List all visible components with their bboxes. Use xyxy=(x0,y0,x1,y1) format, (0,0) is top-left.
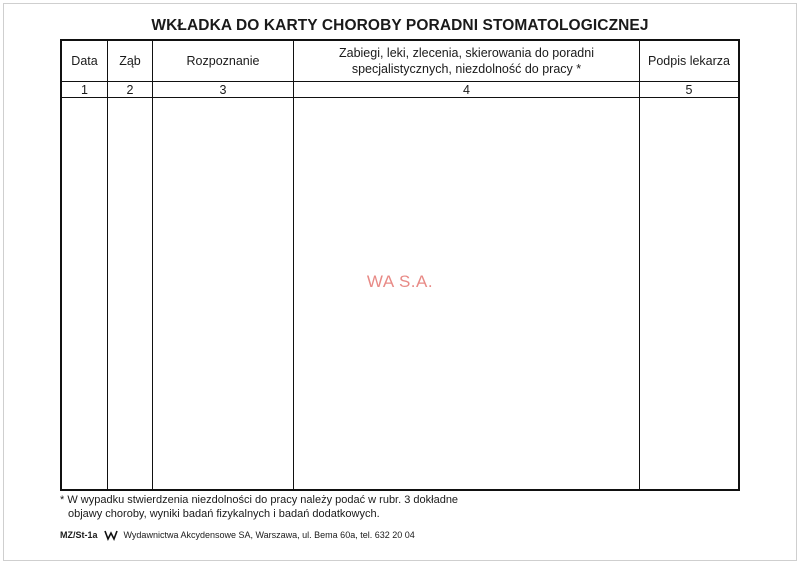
header-signature: Podpis lekarza xyxy=(648,54,730,68)
form-table xyxy=(60,39,740,491)
column-divider xyxy=(639,41,640,489)
column-number: 3 xyxy=(219,82,227,97)
number-row-divider xyxy=(62,97,738,98)
footnote-line1: * W wypadku stwierdzenia niezdolności do pracy należy podać w rubr. 3 dokładne xyxy=(60,494,459,506)
watermark: WA S.A. xyxy=(366,272,434,291)
publisher-info: Wydawnictwa Akcydensowe SA, Warszawa, ul. Bema 60a, tel. 632 20 04 xyxy=(123,530,415,540)
form-title: WKŁADKA DO KARTY CHOROBY PORADNI STOMATOLOGICZNEJ xyxy=(151,17,649,34)
column-divider xyxy=(152,41,153,489)
form-code: MZ/St-1a xyxy=(60,530,98,540)
header-tooth: Ząb xyxy=(119,54,141,68)
header-diagnosis: Rozpoznanie xyxy=(186,54,260,68)
footnote xyxy=(60,494,458,521)
publisher-logo-icon xyxy=(104,529,118,541)
column-divider xyxy=(107,41,108,489)
column-number: 5 xyxy=(685,82,693,97)
footnote-line2: objawy choroby, wyniki badań fizykalnych i badań dodatkowych. xyxy=(68,507,380,520)
header-procedures xyxy=(294,41,639,81)
header-procedures-line2: specjalistycznych, niezdolność do pracy * xyxy=(351,62,582,76)
header-procedures-line1: Zabiegi, leki, zlecenia, skierowania do poradni xyxy=(338,46,594,60)
column-divider xyxy=(293,41,294,489)
column-number: 2 xyxy=(126,82,134,97)
header-data: Data xyxy=(71,54,98,68)
footer xyxy=(60,529,415,541)
column-number: 4 xyxy=(463,82,470,97)
column-number: 1 xyxy=(81,82,88,97)
